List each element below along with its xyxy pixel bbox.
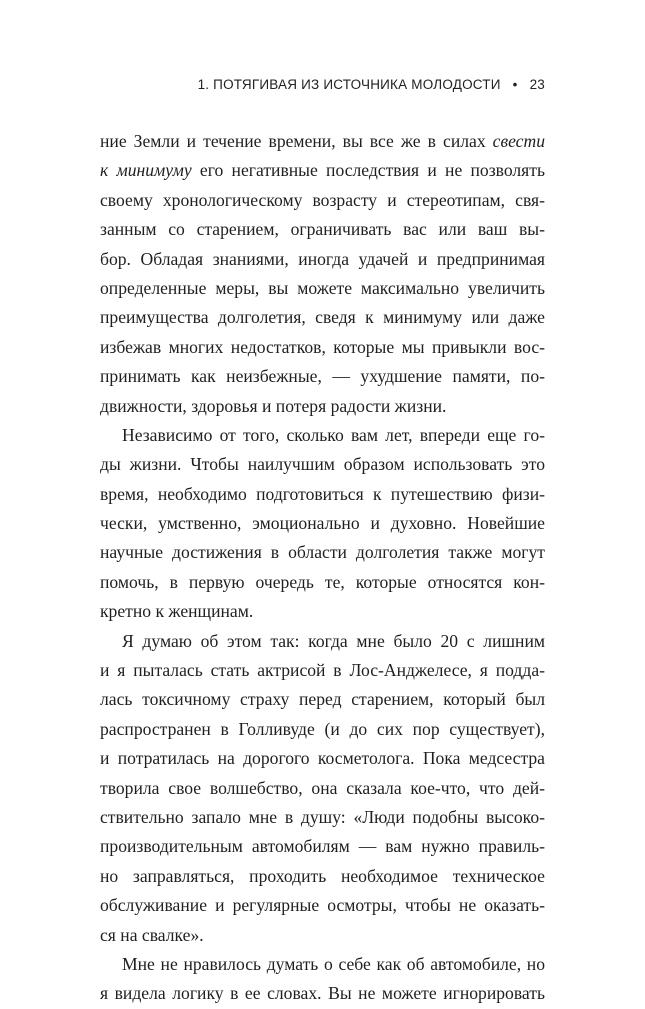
text-line: избежав многих недостатков, которые мы привыкли вос- xyxy=(100,336,545,357)
body-text xyxy=(100,127,545,1009)
text-line: лась токсичному страху перед старением, который был xyxy=(100,689,545,710)
text-line: преимущества долголетия, сведя к минимуму или даже xyxy=(100,307,545,328)
text-line: движности, здоровья и потеря радости жизни. xyxy=(100,395,447,416)
text-line: и я пыталась стать актрисой в Лос-Анджелесе, я подда- xyxy=(100,660,545,681)
text-line: помочь, в первую очередь те, которые относятся кон- xyxy=(100,571,545,592)
header-separator: • xyxy=(512,77,518,92)
paragraph-2 xyxy=(100,421,545,627)
paragraph-1 xyxy=(100,127,545,421)
emphasis: к минимуму xyxy=(100,160,192,181)
text-line: творила свое волшебство, она сказала кое-что, что дей- xyxy=(100,777,545,798)
text-line: чески, умственно, эмоционально и духовно. Новейшие xyxy=(100,513,545,534)
text-line: но заправляться, проходить необходимое техническое xyxy=(100,865,545,886)
emphasis: свести xyxy=(492,131,545,151)
text-line: научные достижения в области долголетия также могут xyxy=(100,542,545,563)
text-line: и потратилась на дорогого косметолога. Пока медсестра xyxy=(100,748,545,769)
text-line: Я думаю об этом так: когда мне было 20 с лишним xyxy=(122,630,545,651)
text-line: определенные меры, вы можете максимально увеличить xyxy=(100,277,545,298)
text-line: к минимуму его негативные последствия и не позволять xyxy=(100,160,545,181)
chapter-title: 1. ПОТЯГИВАЯ ИЗ ИСТОЧНИКА МОЛОДОСТИ xyxy=(197,77,501,92)
page-number: 23 xyxy=(529,77,545,92)
text-line: ствительно запало мне в душу: «Люди подобны высоко- xyxy=(100,806,545,827)
text-line: ды жизни. Чтобы наилучшим образом использовать это xyxy=(100,454,545,475)
paragraph-3 xyxy=(100,627,545,950)
running-header xyxy=(198,77,545,92)
text-line: ние Земли и течение времени, вы все же в силах свести xyxy=(100,131,545,151)
text-line: принимать как неизбежные, — ухудшение памяти, по- xyxy=(100,366,545,387)
text-line: кретно к женщинам. xyxy=(100,601,254,622)
text-line: ся на свалке». xyxy=(100,924,204,945)
text-line: Независимо от того, сколько вам лет, впереди еще го- xyxy=(122,424,545,445)
text-line: обслуживание и регулярные осмотры, чтобы не оказать- xyxy=(100,895,545,916)
text-line: Мне не нравилось думать о себе как об автомобиле, но xyxy=(122,953,545,974)
text-line: распространен в Голливуде (и до сих пор существует), xyxy=(100,718,545,739)
text-line: время, необходимо подготовиться к путешествию физи- xyxy=(100,483,545,504)
text-line: производительным автомобилям — вам нужно правиль- xyxy=(100,836,545,857)
text-line: бор. Обладая знаниями, иногда удачей и предпринимая xyxy=(100,248,545,269)
text-line: я видела логику в ее словах. Вы не можете игнорировать xyxy=(100,983,545,1004)
text-line: своему хронологическому возрасту и стереотипам, свя- xyxy=(100,189,545,210)
text-line: занным со старением, ограничивать вас или ваш вы- xyxy=(100,219,545,240)
